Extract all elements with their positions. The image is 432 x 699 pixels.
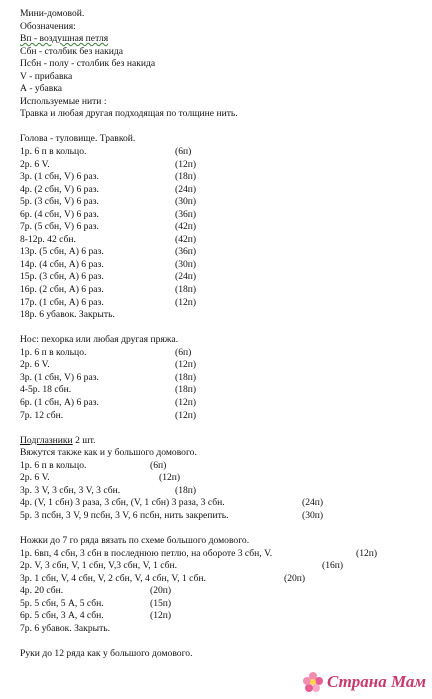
section-title-eyes: Подглазники 2 шт. xyxy=(20,434,96,446)
legend-item: А - убавка xyxy=(20,83,63,95)
legend-item: V - прибавка xyxy=(20,70,73,82)
row-eyes-3: 3р. 3 V, 3 сбн, 3 V, 3 сбн. (18п) xyxy=(20,484,197,496)
row-head-14: 18р. 6 убавок. Закрыть. xyxy=(20,309,115,321)
row-head-5: 5р. (3 сбн, V) 6 раз. (30п) xyxy=(20,196,197,208)
section-arms: Руки до 12 ряда как у большого домового. xyxy=(20,647,193,659)
section-spacer xyxy=(20,522,425,535)
flower-logo-icon xyxy=(302,671,324,693)
row-head-2: 2р. 6 V. (12п) xyxy=(20,158,197,170)
section-spacer xyxy=(20,635,425,648)
row-legs-3: 3р. 1 сбн, V, 4 сбн, V, 2 сбн, V, 4 сбн, V, 1 сбн. (20п) xyxy=(20,572,306,584)
row-nose-4: 4-5р. 18 сбн. (18п) xyxy=(20,384,197,396)
row-legs-2: 2р. V, 3 сбн, V, 1 сбн, V,3 сбн, V, 1 сбн. (16п) xyxy=(20,560,344,572)
pattern-title: Мини-домовой. xyxy=(20,8,85,19)
row-legs-1: 1р. 6вп, 4 сбн, 3 сбн в последнюю петлю, на обороте 3 сбн, V. (12п) xyxy=(20,547,378,559)
legend-item: Сбн - столбик без накида xyxy=(20,45,124,57)
row-eyes-2: 2р. 6 V. (12п) xyxy=(20,472,181,484)
section-spacer xyxy=(20,322,425,335)
row-nose-1: 1р. 6 п в кольцо. (6п) xyxy=(20,346,192,358)
row-eyes-1: 1р. 6 п в кольцо. (6п) xyxy=(20,459,167,471)
row-head-10: 14р. (4 сбн, А) 6 раз. (30п) xyxy=(20,258,197,270)
row-nose-5: 6р. (1 сбн, А) 6 раз. (12п) xyxy=(20,396,197,408)
row-head-11: 15р. (3 сбн, А) 6 раз. (24п) xyxy=(20,271,197,283)
row-head-7: 7р. (5 сбн, V) 6 раз. (42п) xyxy=(20,221,197,233)
row-head-9: 13р. (5 сбн, А) 6 раз. (36п) xyxy=(20,246,197,258)
row-eyes-4: 4р. (V, 1 сбн) 3 раза, 3 сбн, (V, 1 сбн) 3 раза, 3 сбн. (24п) xyxy=(20,497,324,509)
section-spacer xyxy=(20,121,425,134)
row-head-12: 16р. (2 сбн, А) 6 раз. (18п) xyxy=(20,284,197,296)
row-head-4: 4р. (2 сбн, V) 6 раз. (24п) xyxy=(20,183,197,195)
section-title-legs: Ножки до 7 го ряда вязать по схеме большого домового. xyxy=(20,534,250,546)
legend-title: Обозначения: xyxy=(20,20,76,32)
row-head-6: 6р. (4 сбн, V) 6 раз. (36п) xyxy=(20,208,197,220)
legend-item: Вп - воздушная петля xyxy=(20,33,109,45)
document-body xyxy=(20,8,425,660)
section-subtitle-eyes: Вяжутся также как и у большого домового. xyxy=(20,447,197,459)
section-spacer xyxy=(20,422,425,435)
row-head-3: 3р. (1 сбн, V) 6 раз. (18п) xyxy=(20,171,197,183)
section-title-head: Голова - туловище. Травкой. xyxy=(20,133,136,145)
legend-item: Используемые нити : xyxy=(20,95,107,107)
row-nose-3: 3р. (1 сбн, V) 6 раз. (18п) xyxy=(20,371,197,383)
row-head-1: 1р. 6 п в кольцо. (6п) xyxy=(20,146,192,158)
row-legs-6: 6р. 5 сбн, 3 А, 4 сбн. (12п) xyxy=(20,610,172,622)
row-head-13: 17р. (1 сбн, А) 6 раз. (12п) xyxy=(20,296,197,308)
row-head-8: 8-12р. 42 сбн. (42п) xyxy=(20,233,197,245)
row-legs-5: 5р. 5 сбн, 5 А, 5 сбн. (15п) xyxy=(20,597,172,609)
legend-item: Травка и любая другая подходящая по толщине нить. xyxy=(20,108,238,120)
legend-item: Псбн - полу - столбик без накида xyxy=(20,58,156,70)
section-title-nose: Нос: пехорка или любая другая пряжа. xyxy=(20,334,179,346)
watermark-text: Страна Мам xyxy=(326,672,426,691)
watermark-logo xyxy=(302,671,426,693)
row-nose-2: 2р. 6 V. (12п) xyxy=(20,359,197,371)
row-legs-4: 4р. 20 сбн. (20п) xyxy=(20,585,172,597)
row-legs-7: 7р. 6 убавок. Закрыть. xyxy=(20,622,111,634)
row-eyes-5: 5р. 3 псбн, 3 V, 9 псбн, 3 V, 6 псбн, нить закрепить. (30п) xyxy=(20,509,324,521)
row-nose-6: 7р. 12 сбн. (12п) xyxy=(20,409,197,421)
